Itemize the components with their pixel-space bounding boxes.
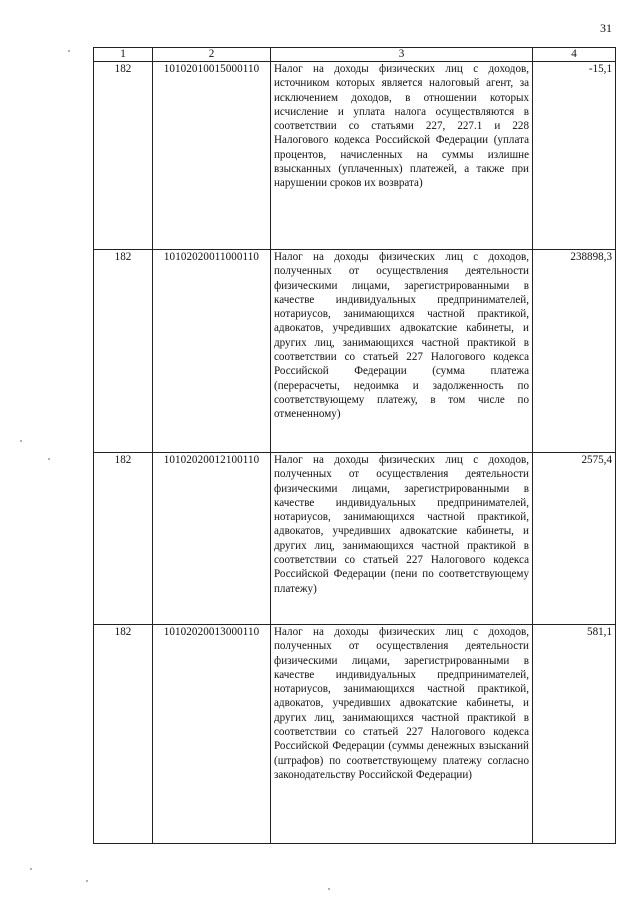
scan-artifact xyxy=(48,458,50,460)
table-row xyxy=(94,62,616,250)
scan-artifact xyxy=(68,50,70,52)
amount-value: 581,1 xyxy=(533,625,616,844)
column-number-row xyxy=(94,48,616,62)
column-header-3: 3 xyxy=(271,48,533,62)
column-header-2: 2 xyxy=(153,48,271,62)
administrator-code: 182 xyxy=(94,453,153,625)
amount-value: 2575,4 xyxy=(533,453,616,625)
revenue-description: Налог на доходы физических лиц с доходов, полученных от осуществления деятельности физическими лицами, зарегистрированными в качестве индивидуальных предпринимателей, нотариусов, занимающихся частной практикой, адвокатов, учредивших адвокатские кабинеты, и других лиц, занимающихся частной практикой в соответствии со статьей 227 Налогового кодекса Российской Федерации (пени по соответствующему платежу) xyxy=(271,453,533,625)
budget-classification-code: 10102020012100110 xyxy=(153,453,271,625)
budget-classification-code: 10102010015000110 xyxy=(153,62,271,250)
scan-artifact xyxy=(328,888,330,890)
scan-artifact xyxy=(20,440,22,442)
column-header-4: 4 xyxy=(533,48,616,62)
column-header-1: 1 xyxy=(94,48,153,62)
table-row xyxy=(94,625,616,844)
administrator-code: 182 xyxy=(94,250,153,453)
revenue-description: Налог на доходы физических лиц с доходов, полученных от осуществления деятельности физическими лицами, зарегистрированными в качестве индивидуальных предпринимателей, нотариусов, занимающихся частной практикой, адвокатов, учредивших адвокатские кабинеты, и других лиц, занимающихся частной практикой в соответствии со статьей 227 Налогового кодекса Российской Федерации (сумма платежа (перерасчеты, недоимка и задолженность по соответствующему платежу, в том числе по отмененному) xyxy=(271,250,533,453)
administrator-code: 182 xyxy=(94,62,153,250)
page-number: 31 xyxy=(600,21,612,35)
budget-revenue-table xyxy=(93,47,616,844)
revenue-description: Налог на доходы физических лиц с доходов, полученных от осуществления деятельности физическими лицами, зарегистрированными в качестве индивидуальных предпринимателей, нотариусов, занимающихся частной практикой, адвокатов, учредивших адвокатские кабинеты, и других лиц, занимающихся частной практикой в соответствии со статьей 227 Налогового кодекса Российской Федерации (суммы денежных взысканий (штрафов) по соответствующему платежу согласно законодательству Российской Федерации) xyxy=(271,625,533,844)
table-row xyxy=(94,250,616,453)
amount-value: 238898,3 xyxy=(533,250,616,453)
table-row xyxy=(94,453,616,625)
budget-classification-code: 10102020013000110 xyxy=(153,625,271,844)
revenue-description: Налог на доходы физических лиц с доходов, источником которых является налоговый агент, за исключением доходов, в отношении которых исчисление и уплата налога осуществляются в соответствии со статьями 227, 227.1 и 228 Налогового кодекса Российской Федерации (уплата процентов, начисленных на суммы излишне взысканных (уплаченных) платежей, а также при нарушении сроков их возврата) xyxy=(271,62,533,250)
amount-value: -15,1 xyxy=(533,62,616,250)
scan-artifact xyxy=(86,880,88,882)
budget-classification-code: 10102020011000110 xyxy=(153,250,271,453)
scan-artifact xyxy=(30,868,32,870)
administrator-code: 182 xyxy=(94,625,153,844)
